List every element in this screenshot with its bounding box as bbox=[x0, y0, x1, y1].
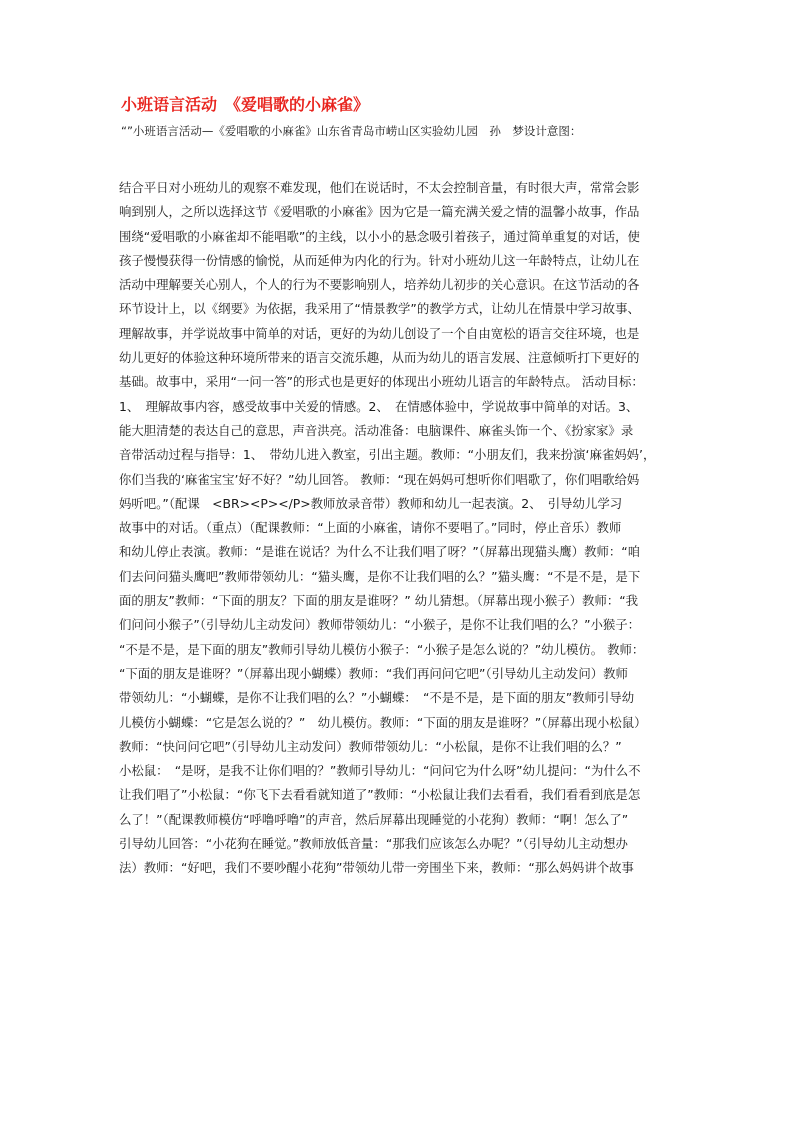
body-line: 们问问小猴子”（引导幼儿主动发问）教师带领幼儿：“小猴子，是你不让我们唱的么？”小猴子： bbox=[119, 617, 641, 633]
body-line: 们去问问猫头鹰吧”教师带领幼儿：“猫头鹰，是你不让我们唱的么？”猫头鹰：“不是不是，是下 bbox=[119, 568, 641, 584]
body-line: 妈听吧。”（配课 <BR><P></P>教师放录音带）教师和幼儿一起表演。2、 引导幼儿学习 bbox=[119, 495, 623, 511]
document-title: 小班语言活动 《爱唱歌的小麻雀》 bbox=[121, 95, 370, 114]
body-line: “下面的朋友是谁呀？”（屏幕出现小蝴蝶）教师：“我们再问问它吧”（引导幼儿主动发问）教师 bbox=[119, 665, 628, 681]
body-line: 孩子慢慢获得一份情感的愉悦，从而延伸为内化的行为。针对小班幼儿这一年龄特点，让幼儿在 bbox=[119, 252, 640, 268]
body-line: 你们当我的‘麻雀宝宝’好不好？”幼儿回答。 教师：“现在妈妈可想听你们唱歌了，你们唱歌给妈 bbox=[119, 471, 640, 487]
body-line: 带领幼儿：“小蝴蝶，是你不让我们唱的么？”小蝴蝶： “不是不是，是下面的朋友”教师引导幼 bbox=[119, 690, 635, 706]
body-line: 么了！”（配课教师模仿“呼噜呼噜”的声音，然后屏幕出现睡觉的小花狗）教师：“啊！怎么了” bbox=[119, 811, 629, 827]
body-line: “不是不是，是下面的朋友”教师引导幼儿模仿小猴子：“小猴子是怎么说的？”幼儿模仿。 教师： bbox=[119, 641, 645, 657]
body-line: 围绕“爱唱歌的小麻雀却不能唱歌”的主线，以小小的悬念吸引着孩子，通过简单重复的对话，使 bbox=[119, 228, 640, 244]
body-line: 响到别人，之所以选择这节《爱唱歌的小麻雀》因为它是一篇充满关爱之情的温馨小故事，作品 bbox=[119, 204, 640, 220]
body-line: 引导幼儿回答：“小花狗在睡觉。”教师放低音量：“那我们应该怎么办呢？”（引导幼儿主动想办 bbox=[119, 836, 628, 852]
body-line: 活动中理解要关心别人，个人的行为不要影响别人，培养幼儿初步的关心意识。在这节活动的各 bbox=[119, 277, 640, 293]
body-line: 基础。故事中，采用“一问一答”的形式也是更好的体现出小班幼儿语言的年龄特点。 活动目标： bbox=[119, 374, 644, 390]
body-line: 能大胆清楚的表达自己的意思，声音洪亮。活动准备：电脑课件、麻雀头饰一个、《扮家家》录 bbox=[119, 422, 634, 438]
body-line: 儿模仿小蝴蝶：“它是怎么说的？” 幼儿模仿。教师：“下面的朋友是谁呀？”（屏幕出现小松鼠） bbox=[119, 714, 647, 730]
body-line: 理解故事，并学说故事中简单的对话，更好的为幼儿创设了一个自由宽松的语言交往环境，也是 bbox=[119, 325, 640, 341]
body-line: 1、 理解故事内容，感受故事中关爱的情感。2、 在情感体验中，学说故事中简单的对话。3、 bbox=[119, 398, 639, 414]
body-line: 让我们唱了”小松鼠：“你飞下去看看就知道了”教师：“小松鼠让我们去看看，我们看看到底是怎 bbox=[119, 787, 641, 803]
body-line: 和幼儿停止表演。教师：“是谁在说话？为什么不让我们唱了呀？”（屏幕出现猫头鹰）教师：“咱 bbox=[119, 544, 641, 560]
body-line: 音带活动过程与指导：1、 带幼儿进入教室，引出主题。教师：“小朋友们，我来扮演‘麻雀妈妈’， bbox=[119, 447, 656, 463]
document-body bbox=[119, 176, 681, 881]
document-subtitle: “”小班语言活动—《爱唱歌的小麻雀》山东省青岛市崂山区实验幼儿园 孙 梦设计意图： bbox=[121, 124, 582, 138]
body-line: 教师：“快问问它吧”（引导幼儿主动发问）教师带领幼儿：“小松鼠，是你不让我们唱的么？” bbox=[119, 738, 622, 754]
body-line: 面的朋友”教师：“下面的朋友？下面的朋友是谁呀？” 幼儿猜想。（屏幕出现小猴子）教师：“我 bbox=[119, 593, 639, 609]
body-line: 幼儿更好的体验这种环境所带来的语言交流乐趣，从而为幼儿的语言发展、注意倾听打下更好的 bbox=[119, 350, 640, 366]
body-line: 小松鼠： “是呀，是我不让你们唱的？”教师引导幼儿：“问问它为什么呀”幼儿提问：“为什么不 bbox=[119, 763, 641, 779]
body-line: 环节设计上，以《纲要》为依据，我采用了“情景教学”的教学方式，让幼儿在情景中学习故事、 bbox=[119, 301, 640, 317]
body-line: 故事中的对话。（重点）（配课教师：“上面的小麻雀，请你不要唱了。”同时，停止音乐）教师 bbox=[119, 520, 622, 536]
body-line: 结合平日对小班幼儿的观察不难发现，他们在说话时，不太会控制音量，有时很大声，常常会影 bbox=[119, 180, 640, 195]
body-line: 法）教师：“好吧，我们不要吵醒小花狗”带领幼儿带一旁围坐下来，教师：“那么妈妈讲个故事 bbox=[119, 860, 634, 876]
